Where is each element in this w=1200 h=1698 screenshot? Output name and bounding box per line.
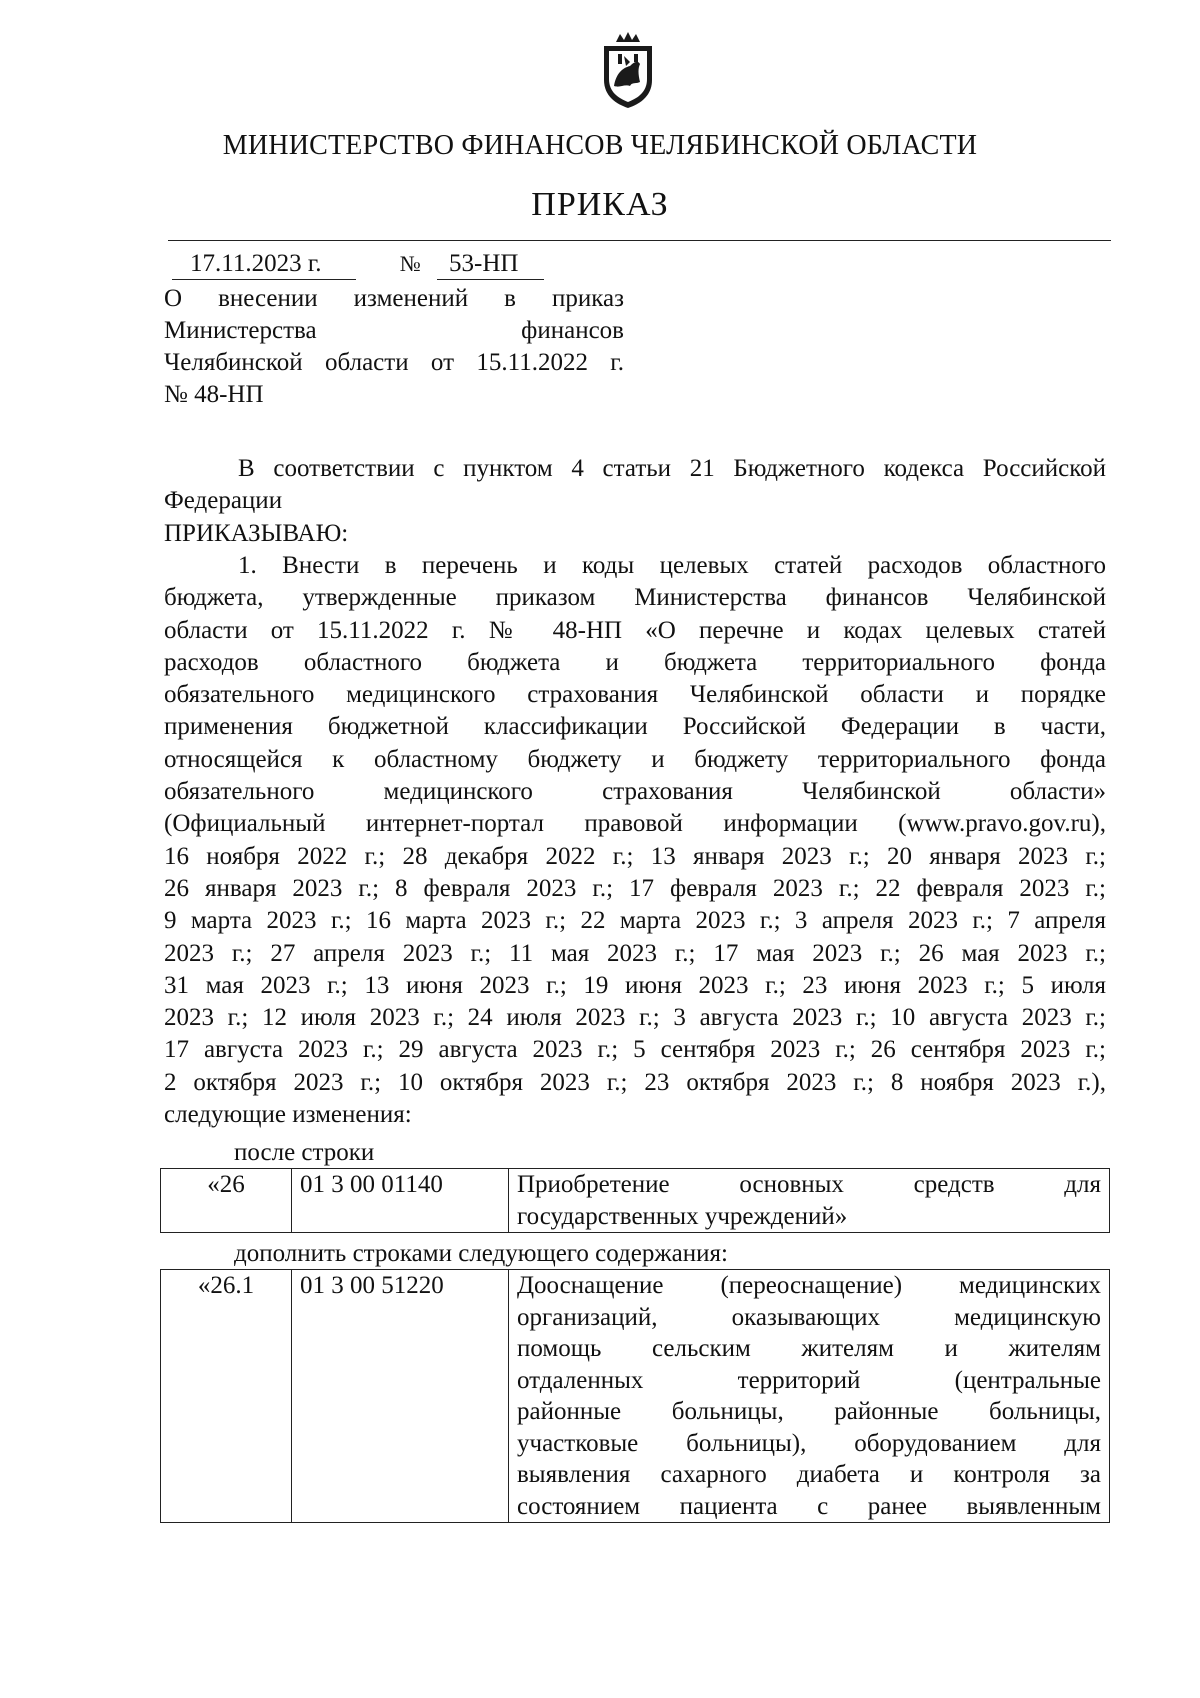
new-rows-table xyxy=(160,1269,1110,1523)
description-line: Дооснащение (переоснащение) медицинских xyxy=(517,1272,1101,1299)
item-line: 2023 г.; 27 апреля 2023 г.; 11 мая 2023 г.; 17 мая 2023 г.; 26 мая 2023 г.; xyxy=(164,939,1106,967)
order-date: 17.11.2023 г. xyxy=(172,250,356,280)
row-description xyxy=(509,1169,1110,1233)
description-line: организаций, оказывающих медицинскую xyxy=(517,1303,1101,1331)
description-line: отдаленных территорий (центральные xyxy=(517,1366,1101,1394)
order-word: ПРИКАЗЫВАЮ: xyxy=(164,519,349,547)
table-row xyxy=(161,1169,1110,1233)
item-line: бюджета, утвержденные приказом Министерства финансов Челябинской xyxy=(164,584,1106,612)
header-divider xyxy=(168,240,1111,241)
title-line: № 48-НП xyxy=(164,381,264,408)
preamble-line: Федерации xyxy=(164,487,283,515)
add-rows-caption: дополнить строками следующего содержания: xyxy=(234,1239,728,1270)
item-1-paragraph xyxy=(164,550,1106,1131)
existing-row-table xyxy=(160,1168,1110,1233)
item-line: 2023 г.; 12 июля 2023 г.; 24 июля 2023 г.; 3 августа 2023 г.; 10 августа 2023 г.; xyxy=(164,1004,1106,1032)
title-line: Челябинской области от 15.11.2022 г. xyxy=(164,349,624,376)
description-line: районные больницы, районные больницы, xyxy=(517,1398,1101,1425)
item-line: 1. Внести в перечень и коды целевых статей расходов областного xyxy=(238,552,1106,579)
order-number: 53-НП xyxy=(437,250,544,280)
order-title xyxy=(164,283,624,411)
description-line: участковые больницы), оборудованием для xyxy=(517,1429,1101,1457)
item-line: 9 марта 2023 г.; 16 марта 2023 г.; 22 марта 2023 г.; 3 апреля 2023 г.; 7 апреля xyxy=(164,907,1106,935)
after-row-caption: после строки xyxy=(234,1138,374,1169)
preamble xyxy=(164,453,1106,550)
item-line: относящейся к областному бюджету и бюджету территориального фонда xyxy=(164,745,1106,773)
title-line: О внесении изменений в приказ xyxy=(164,285,624,312)
preamble-line: В соответствии с пунктом 4 статьи 21 Бюджетного кодекса Российской xyxy=(238,455,1106,482)
description-line: государственных учреждений» xyxy=(517,1202,848,1230)
item-line: следующие изменения: xyxy=(164,1101,412,1129)
item-line: обязательного медицинского страхования Челябинской области» xyxy=(164,778,1106,806)
item-line: применения бюджетной классификации Российской Федерации в части, xyxy=(164,713,1106,741)
item-line: 16 ноября 2022 г.; 28 декабря 2022 г.; 13 января 2023 г.; 20 января 2023 г.; xyxy=(164,842,1106,870)
item-line: 26 января 2023 г.; 8 февраля 2023 г.; 17 февраля 2023 г.; 22 февраля 2023 г.; xyxy=(164,874,1106,902)
item-line: расходов областного бюджета и бюджета территориального фонда xyxy=(164,648,1106,676)
item-line: (Официальный интернет-портал правовой информации (www.pravo.gov.ru), xyxy=(164,810,1106,838)
description-line: помощь сельским жителям и жителям xyxy=(517,1335,1101,1362)
number-sign: № xyxy=(399,251,421,276)
description-line: Приобретение основных средств для xyxy=(517,1171,1101,1198)
coat-of-arms-emblem xyxy=(598,30,658,110)
row-description xyxy=(509,1270,1110,1523)
ministry-name: МИНИСТЕРСТВО ФИНАНСОВ ЧЕЛЯБИНСКОЙ ОБЛАСТИ xyxy=(222,130,978,161)
item-line: обязательного медицинского страхования Челябинской области и порядке xyxy=(164,681,1106,709)
row-number: «26.1 xyxy=(161,1270,292,1523)
description-line: выявления сахарного диабета и контроля за xyxy=(517,1461,1101,1488)
row-code: 01 3 00 51220 xyxy=(292,1270,509,1523)
title-line: Министерства финансов xyxy=(164,317,624,344)
item-line: 31 мая 2023 г.; 13 июня 2023 г.; 19 июня 2023 г.; 23 июня 2023 г.; 5 июля xyxy=(164,971,1106,999)
table-row xyxy=(161,1270,1110,1523)
description-line: состоянием пациента с ранее выявленным xyxy=(517,1492,1101,1520)
item-line: области от 15.11.2022 г. № 48-НП «О перечне и кодах целевых статей xyxy=(164,616,1106,644)
row-code: 01 3 00 01140 xyxy=(292,1169,509,1233)
document-type: ПРИКАЗ xyxy=(531,186,669,223)
row-number: «26 xyxy=(161,1169,292,1233)
date-number-line xyxy=(172,250,544,280)
item-line: 2 октября 2023 г.; 10 октября 2023 г.; 23 октября 2023 г.; 8 ноября 2023 г.), xyxy=(164,1068,1106,1096)
item-line: 17 августа 2023 г.; 29 августа 2023 г.; 5 сентября 2023 г.; 26 сентября 2023 г.; xyxy=(164,1036,1106,1064)
